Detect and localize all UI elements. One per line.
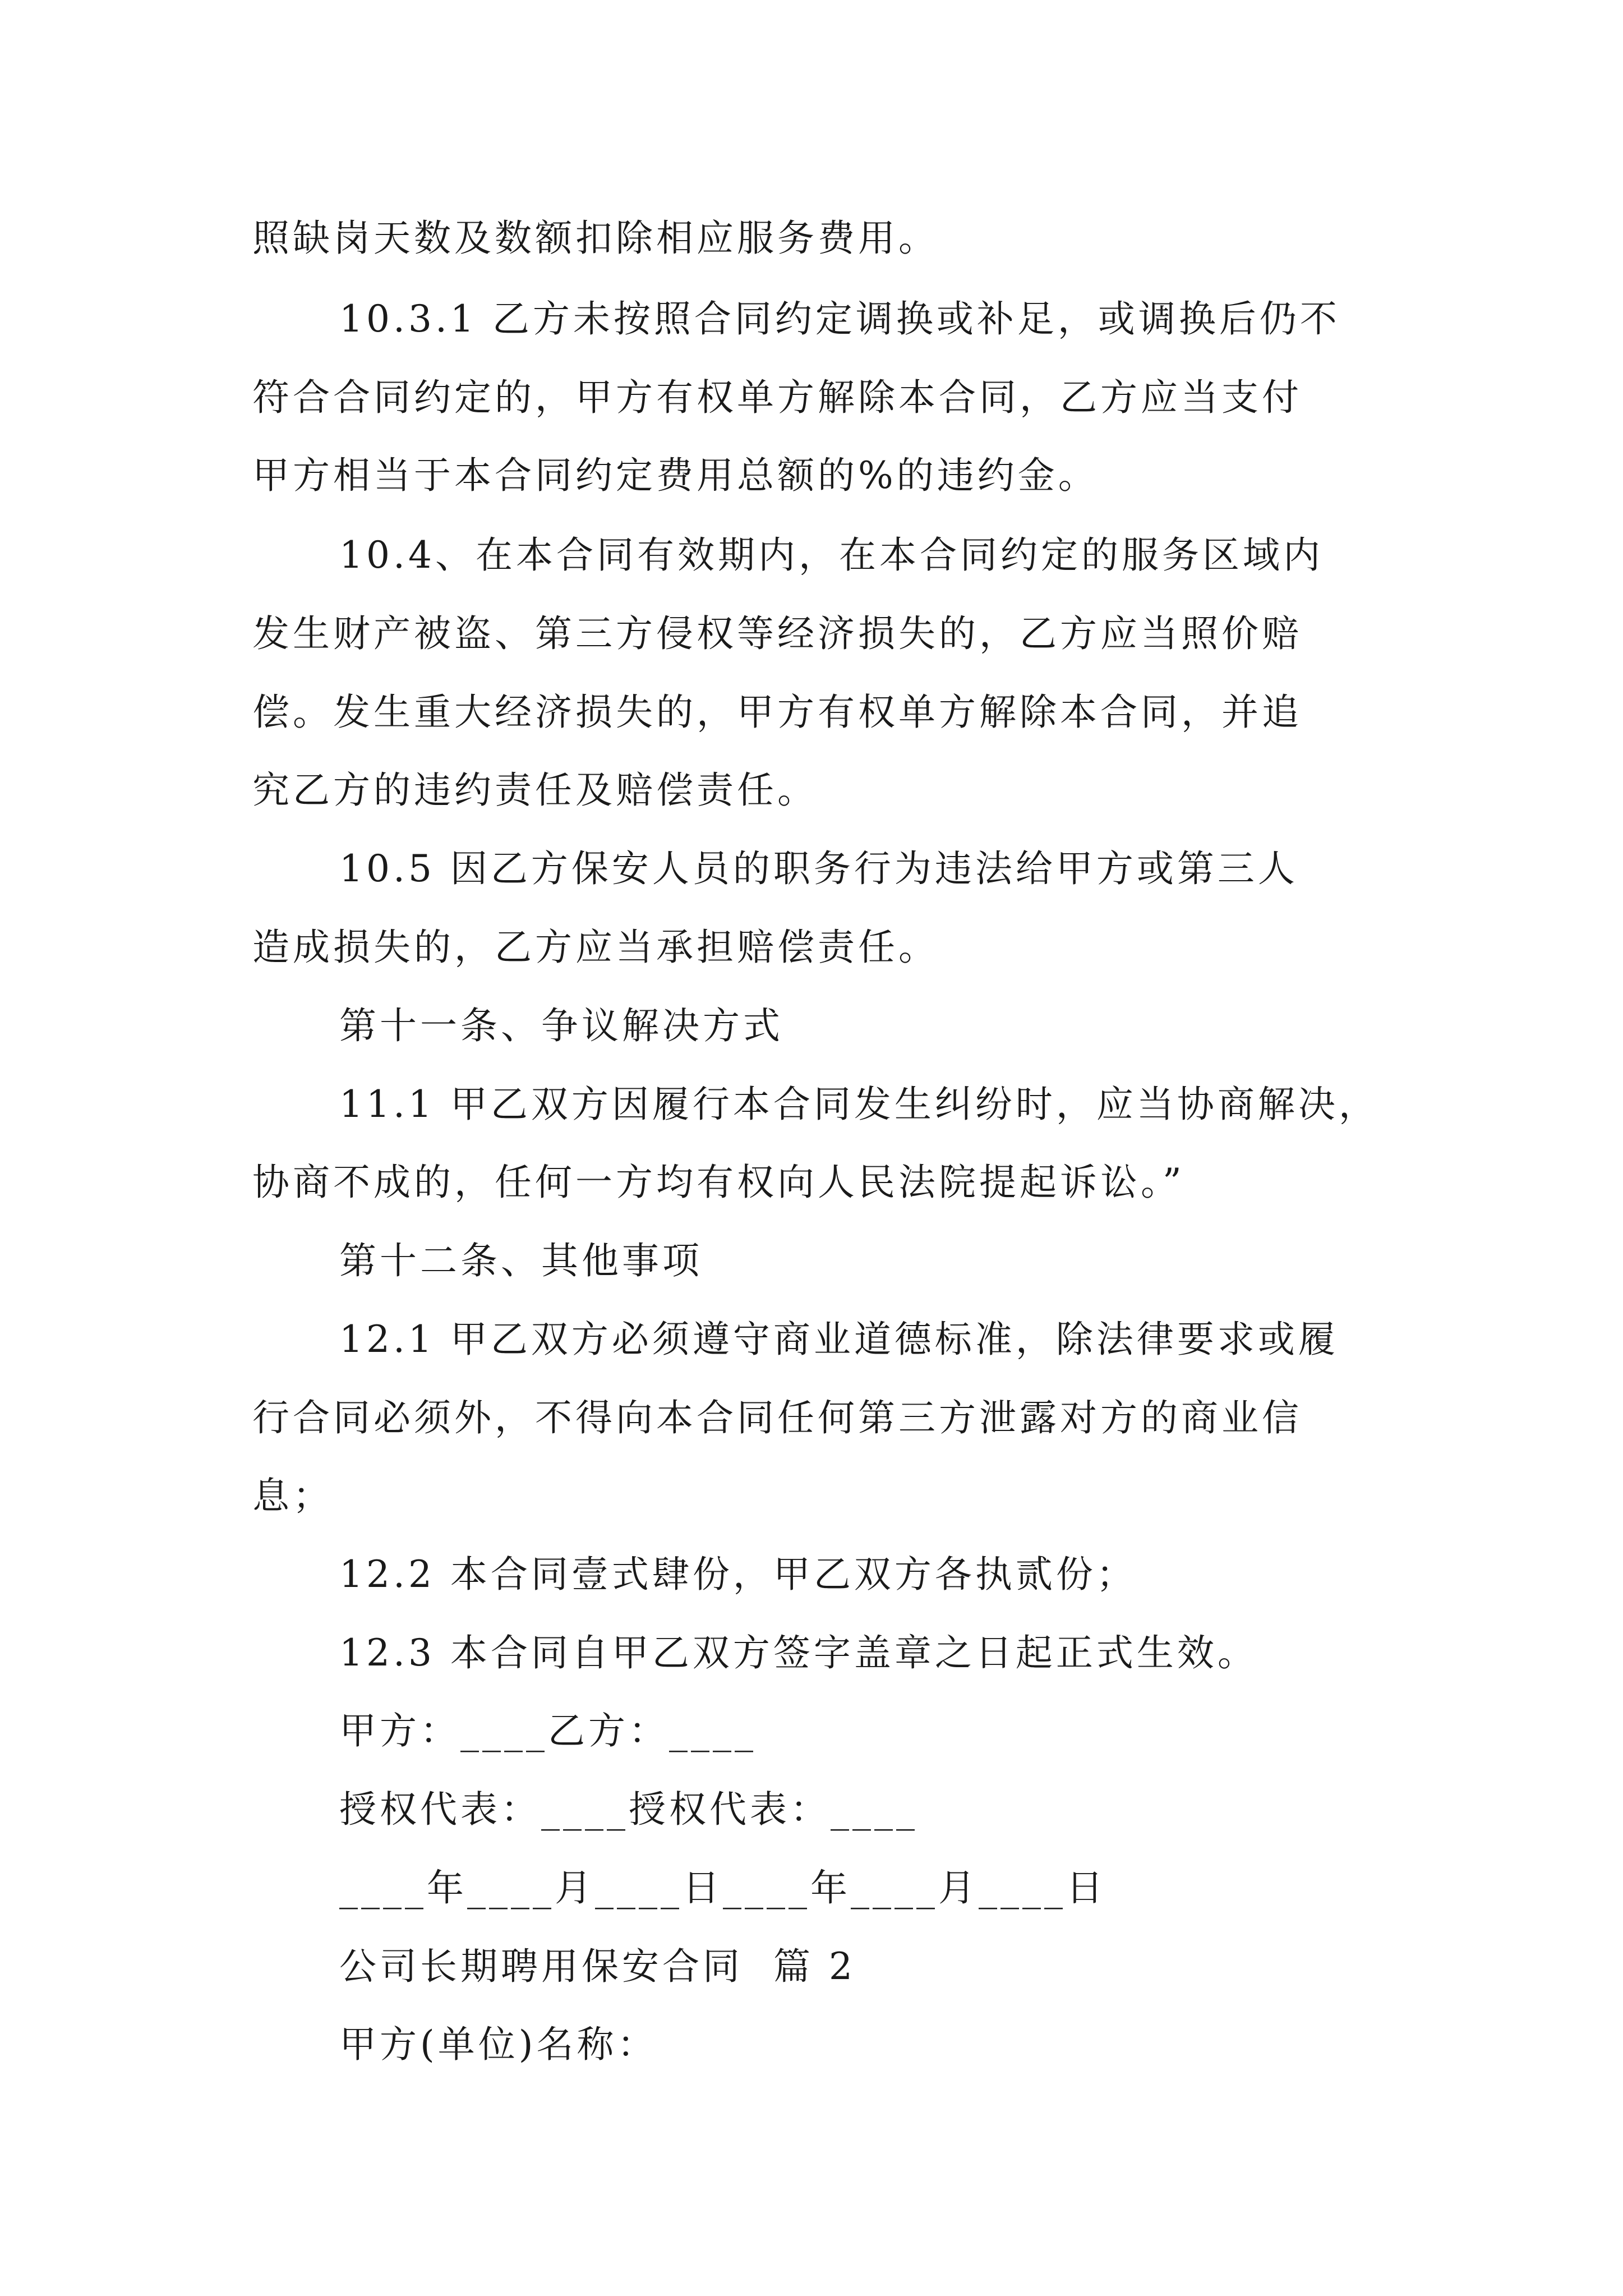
contract-title: 公司长期聘用保安合同 篇 2 (339, 1945, 856, 1988)
paragraph-line: 行合同必须外，不得向本合同任何第三方泄露对方的商业信 (252, 1396, 1302, 1439)
paragraph-line: 12.1 甲乙双方必须遵守商业道德标准，除法律要求或履 (339, 1318, 1339, 1361)
paragraph-line: 10.5 因乙方保安人员的职务行为违法给甲方或第三人 (339, 847, 1298, 890)
signature-dates: ____年____月____日____年____月____日 (339, 1866, 1106, 1910)
paragraph-line: 偿。发生重大经济损失的，甲方有权单方解除本合同，并追 (252, 691, 1302, 734)
paragraph-line: 造成损失的，乙方应当承担赔偿责任。 (252, 926, 939, 969)
paragraph-line: 10.4、在本合同有效期内，在本合同约定的服务区域内 (339, 533, 1324, 577)
paragraph-line: 10.3.1 乙方未按照合同约定调换或补足，或调换后仍不 (339, 297, 1340, 341)
paragraph-line: 11.1 甲乙双方因履行本合同发生纠纷时，应当协商解决， (339, 1083, 1379, 1126)
section-heading: 第十一条、争议解决方式 (339, 1004, 783, 1047)
paragraph-line: 发生财产被盗、第三方侵权等经济损失的，乙方应当照价赔 (252, 612, 1302, 655)
paragraph-line: 12.2 本合同壹式肆份，甲乙双方各执贰份； (339, 1553, 1137, 1596)
paragraph-line: 息； (252, 1474, 333, 1517)
signature-representatives: 授权代表：____授权代表：____ (339, 1788, 918, 1831)
paragraph-line: 照缺岗天数及数额扣除相应服务费用。 (252, 217, 939, 260)
paragraph-line: 符合合同约定的，甲方有权单方解除本合同，乙方应当支付 (252, 376, 1302, 419)
paragraph-line: 12.3 本合同自甲乙双方签字盖章之日起正式生效。 (339, 1631, 1258, 1674)
paragraph-line: 甲方相当于本合同约定费用总额的%的违约金。 (252, 454, 1099, 497)
signature-parties: 甲方：____乙方：____ (339, 1709, 757, 1752)
section-heading: 第十二条、其他事项 (339, 1239, 703, 1282)
party-a-name-label: 甲方(单位)名称： (339, 2023, 658, 2066)
paragraph-line: 究乙方的违约责任及赔偿责任。 (252, 769, 818, 812)
paragraph-line: 协商不成的，任何一方均有权向人民法院提起诉讼。” (252, 1161, 1185, 1204)
